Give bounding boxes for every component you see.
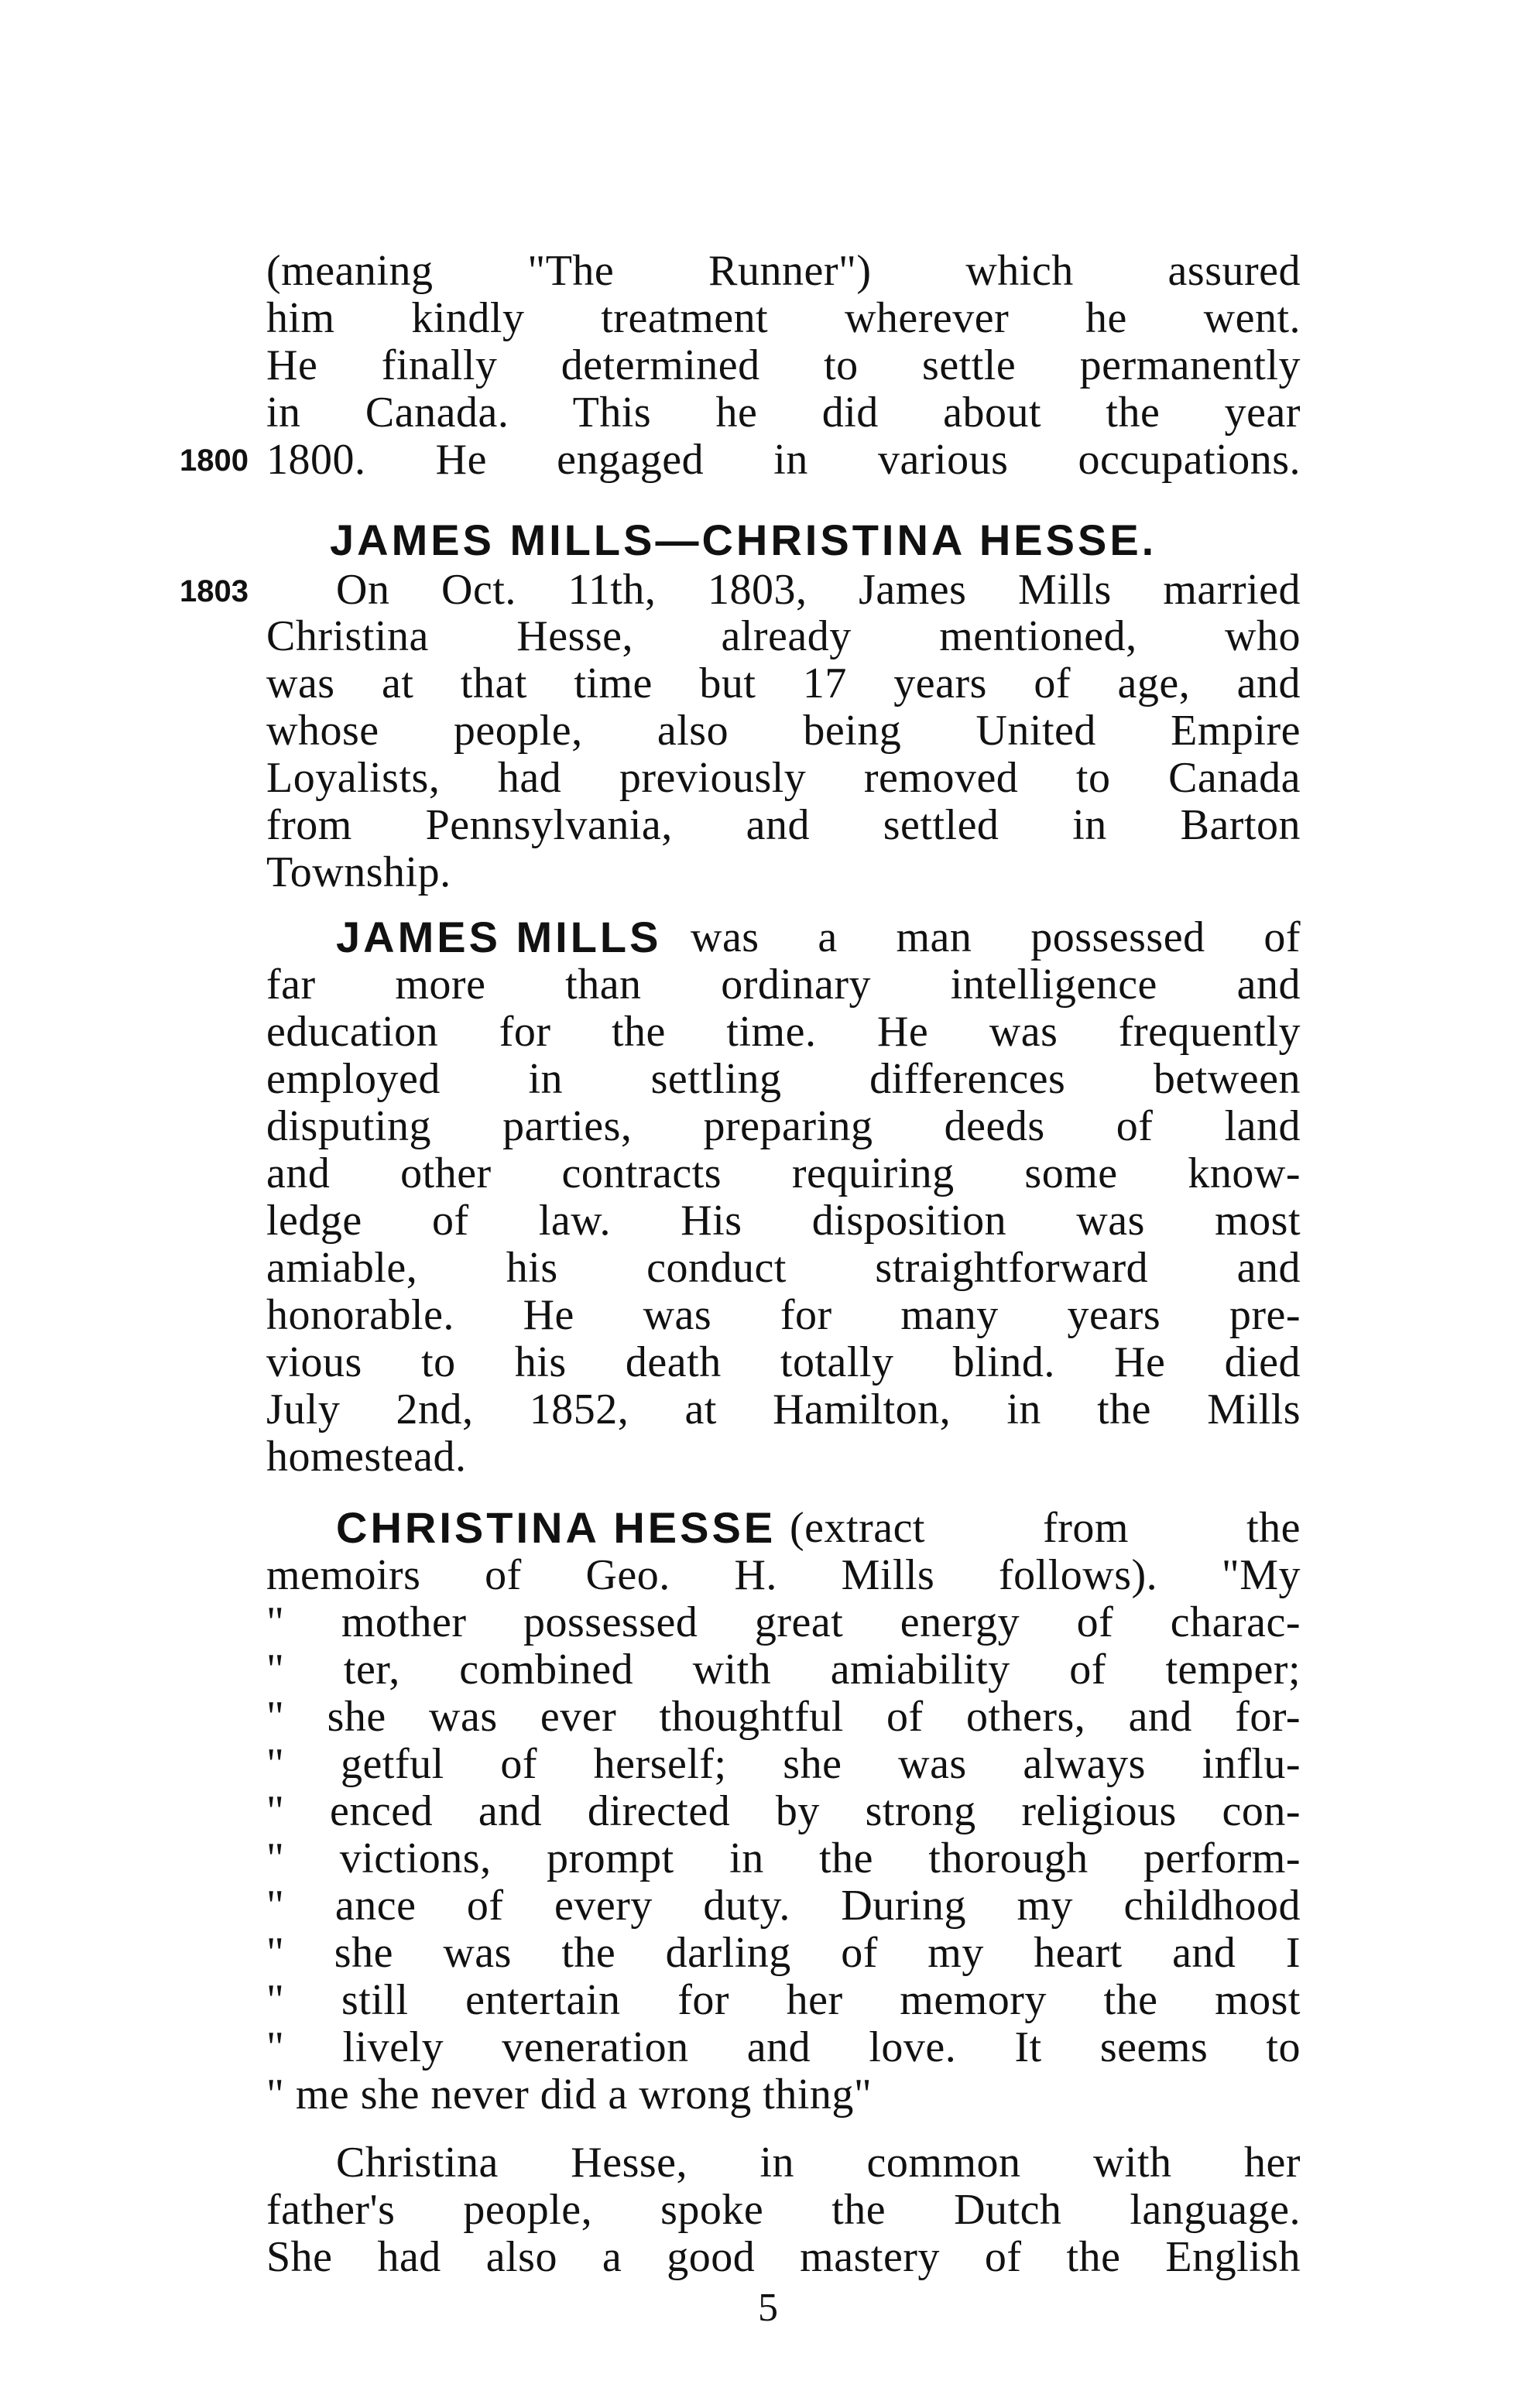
paragraph-5-line: father's people, spoke the Dutch language. [266,2186,1301,2234]
paragraph-3-line: and other contracts requiring some know- [266,1149,1301,1197]
paragraph-4-line: " getful of herself; she was always influ- [266,1740,1301,1788]
paragraph-3-line: amiable, his conduct straightforward and [266,1244,1301,1292]
paragraph-1-line: him kindly treatment wherever he went. [266,294,1301,342]
paragraph-4-line: " me she never did a wrong thing" [266,2071,873,2119]
page-number: 5 [758,2286,778,2330]
paragraph-4-line: " she was the darling of my heart and I [266,1929,1301,1977]
paragraph-2-line: was at that time but 17 years of age, and [266,659,1301,707]
paragraph-2-line: Christina Hesse, already mentioned, who [266,612,1301,660]
paragraph-3-line: ledge of law. His disposition was most [266,1197,1301,1245]
paragraph-4-line: " ter, combined with amiability of temper; [266,1646,1301,1694]
lead-name-text: CHRISTINA HESSE [336,1503,777,1552]
paragraph-2-line: On Oct. 11th, 1803, James Mills married [336,566,1301,614]
paragraph-2-line: whose people, also being United Empire [266,707,1301,755]
paragraph-4-line: " still entertain for her memory the most [266,1976,1301,2024]
margin-year: 1800 [180,444,249,478]
paragraph-3-line: vious to his death totally blind. He died [266,1338,1301,1386]
lead-name: JAMES MILLS [336,913,662,961]
paragraph-1-line: 1800. He engaged in various occupations. [266,436,1301,484]
paragraph-3-line: education for the time. He was frequently [266,1008,1301,1056]
paragraph-4-line: " victions, prompt in the thorough perform- [266,1834,1301,1882]
paragraph-2-line: Township. [266,848,451,896]
paragraph-1-line: (meaning "The Runner") which assured [266,247,1301,295]
paragraph-2-line: from Pennsylvania, and settled in Barton [266,801,1301,849]
section-heading: JAMES MILLS—CHRISTINA HESSE. [330,516,1157,564]
paragraph-2-line: Loyalists, had previously removed to Canada [266,754,1301,802]
paragraph-4-line: " enced and directed by strong religious con- [266,1787,1301,1835]
paragraph-1-line: in Canada. This he did about the year [266,389,1301,437]
lead-name [336,1503,777,1552]
paragraph-3-line: honorable. He was for many years pre- [266,1291,1301,1339]
paragraph-3-line: was a man possessed of [691,913,1301,961]
paragraph-3-line: disputing parties, preparing deeds of land [266,1102,1301,1150]
paragraph-1-line: He finally determined to settle permanently [266,341,1301,389]
paragraph-3-line: July 2nd, 1852, at Hamilton, in the Mills [266,1386,1301,1433]
paragraph-4-line: " ance of every duty. During my childhood [266,1882,1301,1930]
paragraph-4-line: " she was ever thoughtful of others, and for- [266,1693,1301,1741]
paragraph-3-line: employed in settling differences between [266,1055,1301,1103]
paragraph-3-line: far more than ordinary intelligence and [266,961,1301,1009]
paragraph-4-line: memoirs of Geo. H. Mills follows). "My [266,1551,1301,1599]
margin-year: 1803 [180,574,249,608]
paragraph-5-line: Christina Hesse, in common with her [336,2139,1301,2187]
paragraph-3-line: homestead. [266,1433,467,1481]
paragraph-4-line: (extract from the [790,1504,1301,1552]
paragraph-4-line: " lively veneration and love. It seems to [266,2023,1301,2071]
paragraph-5-line: She had also a good mastery of the English [266,2233,1301,2281]
paragraph-4-line: " mother possessed great energy of charac- [266,1598,1301,1646]
